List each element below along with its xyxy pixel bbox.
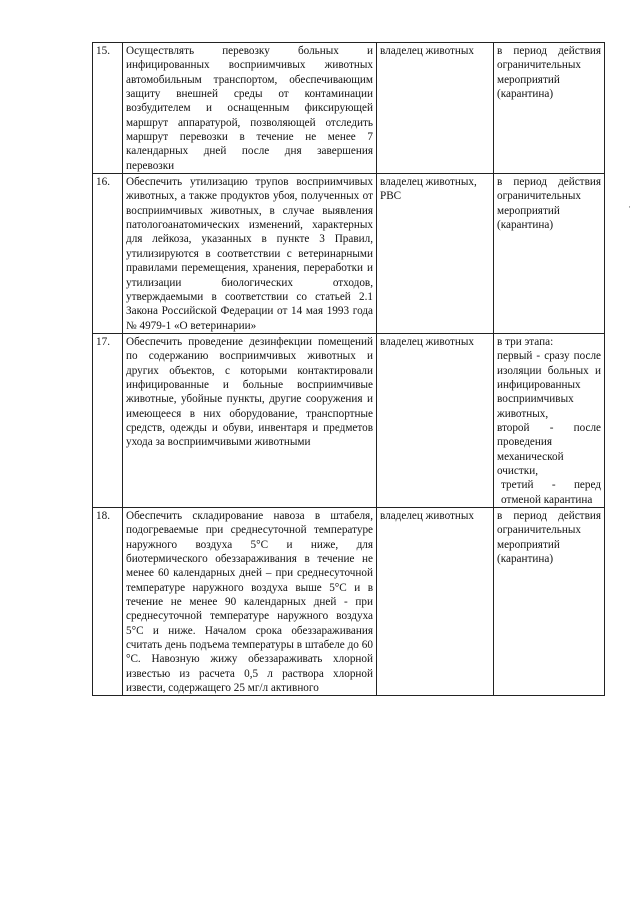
responsible-party: владелец животных [377,43,494,174]
scan-speck: · [628,202,631,212]
deadline-stage-line: второй - после проведения механической очистки, [497,421,601,477]
deadline [494,333,605,507]
deadline: в период действия ограничительных мероприятий (карантина) [494,43,605,174]
table-row [93,508,605,696]
row-number: 18. [93,508,123,696]
deadline: в период действия ограничительных мероприятий (карантина) [494,508,605,696]
measures-table [92,42,605,696]
responsible-party: владелец животных [377,508,494,696]
measure-text: Обеспечить утилизацию трупов восприимчивых животных, а также продуктов убоя, полученных от восприимчивых животных, в случае выявления патологоанатомических изменений, характерных для лейкоза, указанных в пункте 3 Правил, утилизируются в соответствии с ветеринарными правилами перемещения, хранения, переработки и утилизации биологических отходов, утверждаемыми в соответствии со статьей 2.1 Закона Российской Федерации от 14 мая 1993 года № 4979-1 «О ветеринарии» [123,174,377,334]
measure-text: Обеспечить складирование навоза в штабеля, подогреваемые при среднесуточной температуре наружного воздуха 5°С и ниже, для биотермического обеззараживания в течение не менее 60 календарных дней – при среднесуточной температуре наружного воздуха выше 5°С и в течение не менее 90 календарных дней - при среднесуточной температуре наружного воздуха 5°С и ниже. Началом срока обеззараживания считать день подъема температуры в штабеле до 60 °С. Навозную жижу обеззараживать хлорной известью из расчета 0,5 л раствора хлорной извести, содержащего 25 мг/л активного [123,508,377,696]
responsible-party: владелец животных [377,333,494,507]
responsible-party: владелец животных, РВС [377,174,494,334]
measure-text: Обеспечить проведение дезинфекции помещений по содержанию восприимчивых животных и других объектов, с которыми контактировали инфицированные и больные восприимчивые животные, убойные пункты, другие сооружения и имеющееся в них оборудование, транспортные средств, одежды и обуви, инвентаря и предметов ухода за восприимчивыми животными [123,333,377,507]
deadline-stage-line: первый - сразу после изоляции больных и инфицированных восприимчивых животных, [497,350,601,420]
table-row [93,174,605,334]
measure-text: Осуществлять перевозку больных и инфицированных восприимчивых животных автомобильным транспортом, обеспечивающим защиту внешней среды от контаминации возбудителем и оснащенным фиксирующей маршрут аппаратурой, позволяющей отследить маршрут перевозки в течение не менее 7 календарных дней после дня завершения перевозки [123,43,377,174]
deadline: в период действия ограничительных мероприятий (карантина) [494,174,605,334]
row-number: 17. [93,333,123,507]
row-number: 15. [93,43,123,174]
table-row [93,43,605,174]
table-row [93,333,605,507]
row-number: 16. [93,174,123,334]
deadline-stage-line: третий - перед отменой карантина [501,479,601,506]
deadline-stage-line: в три этапа: [497,335,554,348]
